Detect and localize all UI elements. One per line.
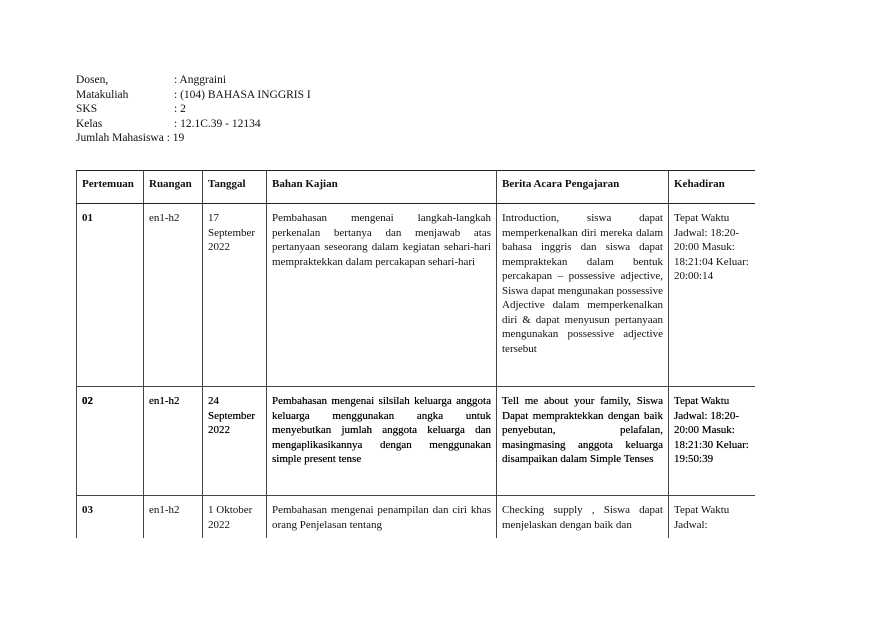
cell-pertemuan: 02 bbox=[77, 387, 144, 496]
meta-kelas-key: Kelas bbox=[76, 117, 103, 130]
meta-jumlah-mahasiswa: Jumlah Mahasiswa : 19 bbox=[76, 132, 185, 145]
cell-ruangan: en1-h2 bbox=[144, 496, 203, 539]
table-row bbox=[77, 496, 756, 539]
cell-kehadiran: Tepat Waktu Jadwal: 18:20-20:00 Masuk: 18:21:04 Keluar: 20:00:14 bbox=[669, 204, 756, 387]
meta-sks-value: : 2 bbox=[174, 103, 186, 116]
meta-kelas-row bbox=[76, 117, 311, 132]
header-bahan-kajian: Bahan Kajian bbox=[267, 171, 497, 204]
attendance-table bbox=[76, 170, 755, 538]
cell-bahan-kajian: Pembahasan mengenai langkah-langkah perkenalan bertanya dan menjawab atas pertanyaan seseorang dalam kegiatan sehari-hari mempraktekkan dalam percakapan sehari-hari bbox=[267, 204, 497, 387]
table-row bbox=[77, 204, 756, 387]
cell-kehadiran: Tepat Waktu Jadwal: bbox=[669, 496, 756, 539]
cell-berita-acara: Checking supply , Siswa dapat menjelaskan dengan baik dan bbox=[497, 496, 669, 539]
cell-kehadiran: Tepat Waktu Jadwal: 18:20-20:00 Masuk: 18:21:30 Keluar: 19:50:39 bbox=[669, 387, 756, 496]
cell-ruangan: en1-h2 bbox=[144, 204, 203, 387]
meta-sks-key: SKS bbox=[76, 103, 98, 116]
cell-pertemuan: 03 bbox=[77, 496, 144, 539]
header-pertemuan: Pertemuan bbox=[77, 171, 144, 204]
cell-berita-acara: Introduction, siswa dapat memperkenalkan diri mereka dalam bahasa inggris dan siswa dapat mempraktekan dalam bentuk percakapan – possessive adjective, Siswa dapat mengunakan possessive Adjective dalam memperkenalkan diri & dapat menyusun pertanyaan mengunakan possessive adjective tersebut bbox=[497, 204, 669, 387]
meta-dosen-key: Dosen, bbox=[76, 74, 109, 86]
cell-berita-acara: Tell me about your family, Siswa Dapat mempraktekkan dengan baik penyebutan, pelafalan, masingmasing anggota keluarga disampaikan dalam Simple Tenses bbox=[497, 387, 669, 496]
meta-jumlah-row bbox=[76, 131, 311, 146]
cell-pertemuan: 01 bbox=[77, 204, 144, 387]
cell-tanggal: 24 September 2022 bbox=[203, 387, 267, 496]
course-info bbox=[76, 73, 311, 146]
cell-ruangan: en1-h2 bbox=[144, 387, 203, 496]
meta-dosen-row bbox=[76, 73, 311, 88]
table-header-row bbox=[77, 171, 756, 204]
meta-matakuliah-key: Matakuliah bbox=[76, 88, 129, 101]
table-row bbox=[77, 387, 756, 496]
attendance-table-wrapper bbox=[76, 170, 755, 538]
meta-matakuliah-value: : (104) BAHASA INGGRIS I bbox=[174, 88, 311, 101]
cell-bahan-kajian: Pembahasan mengenai penampilan dan ciri khas orang Penjelasan tentang bbox=[267, 496, 497, 539]
header-berita-acara: Berita Acara Pengajaran bbox=[497, 171, 669, 204]
cell-tanggal: 1 Oktober 2022 bbox=[203, 496, 267, 539]
cell-tanggal: 17 September 2022 bbox=[203, 204, 267, 387]
header-tanggal: Tanggal bbox=[203, 171, 267, 204]
meta-sks-row bbox=[76, 102, 311, 117]
meta-dosen-value: : Anggraini bbox=[174, 74, 227, 86]
header-kehadiran: Kehadiran bbox=[669, 171, 756, 204]
meta-kelas-value: : 12.1C.39 - 12134 bbox=[174, 117, 261, 130]
header-ruangan: Ruangan bbox=[144, 171, 203, 204]
cell-bahan-kajian: Pembahasan mengenai silsilah keluarga anggota keluarga menggunakan angka untuk menyebutkan jumlah anggota keluarga dan mengaplikasikannya dengan menggunakan simple present tense bbox=[267, 387, 497, 496]
meta-matakuliah-row bbox=[76, 88, 311, 103]
